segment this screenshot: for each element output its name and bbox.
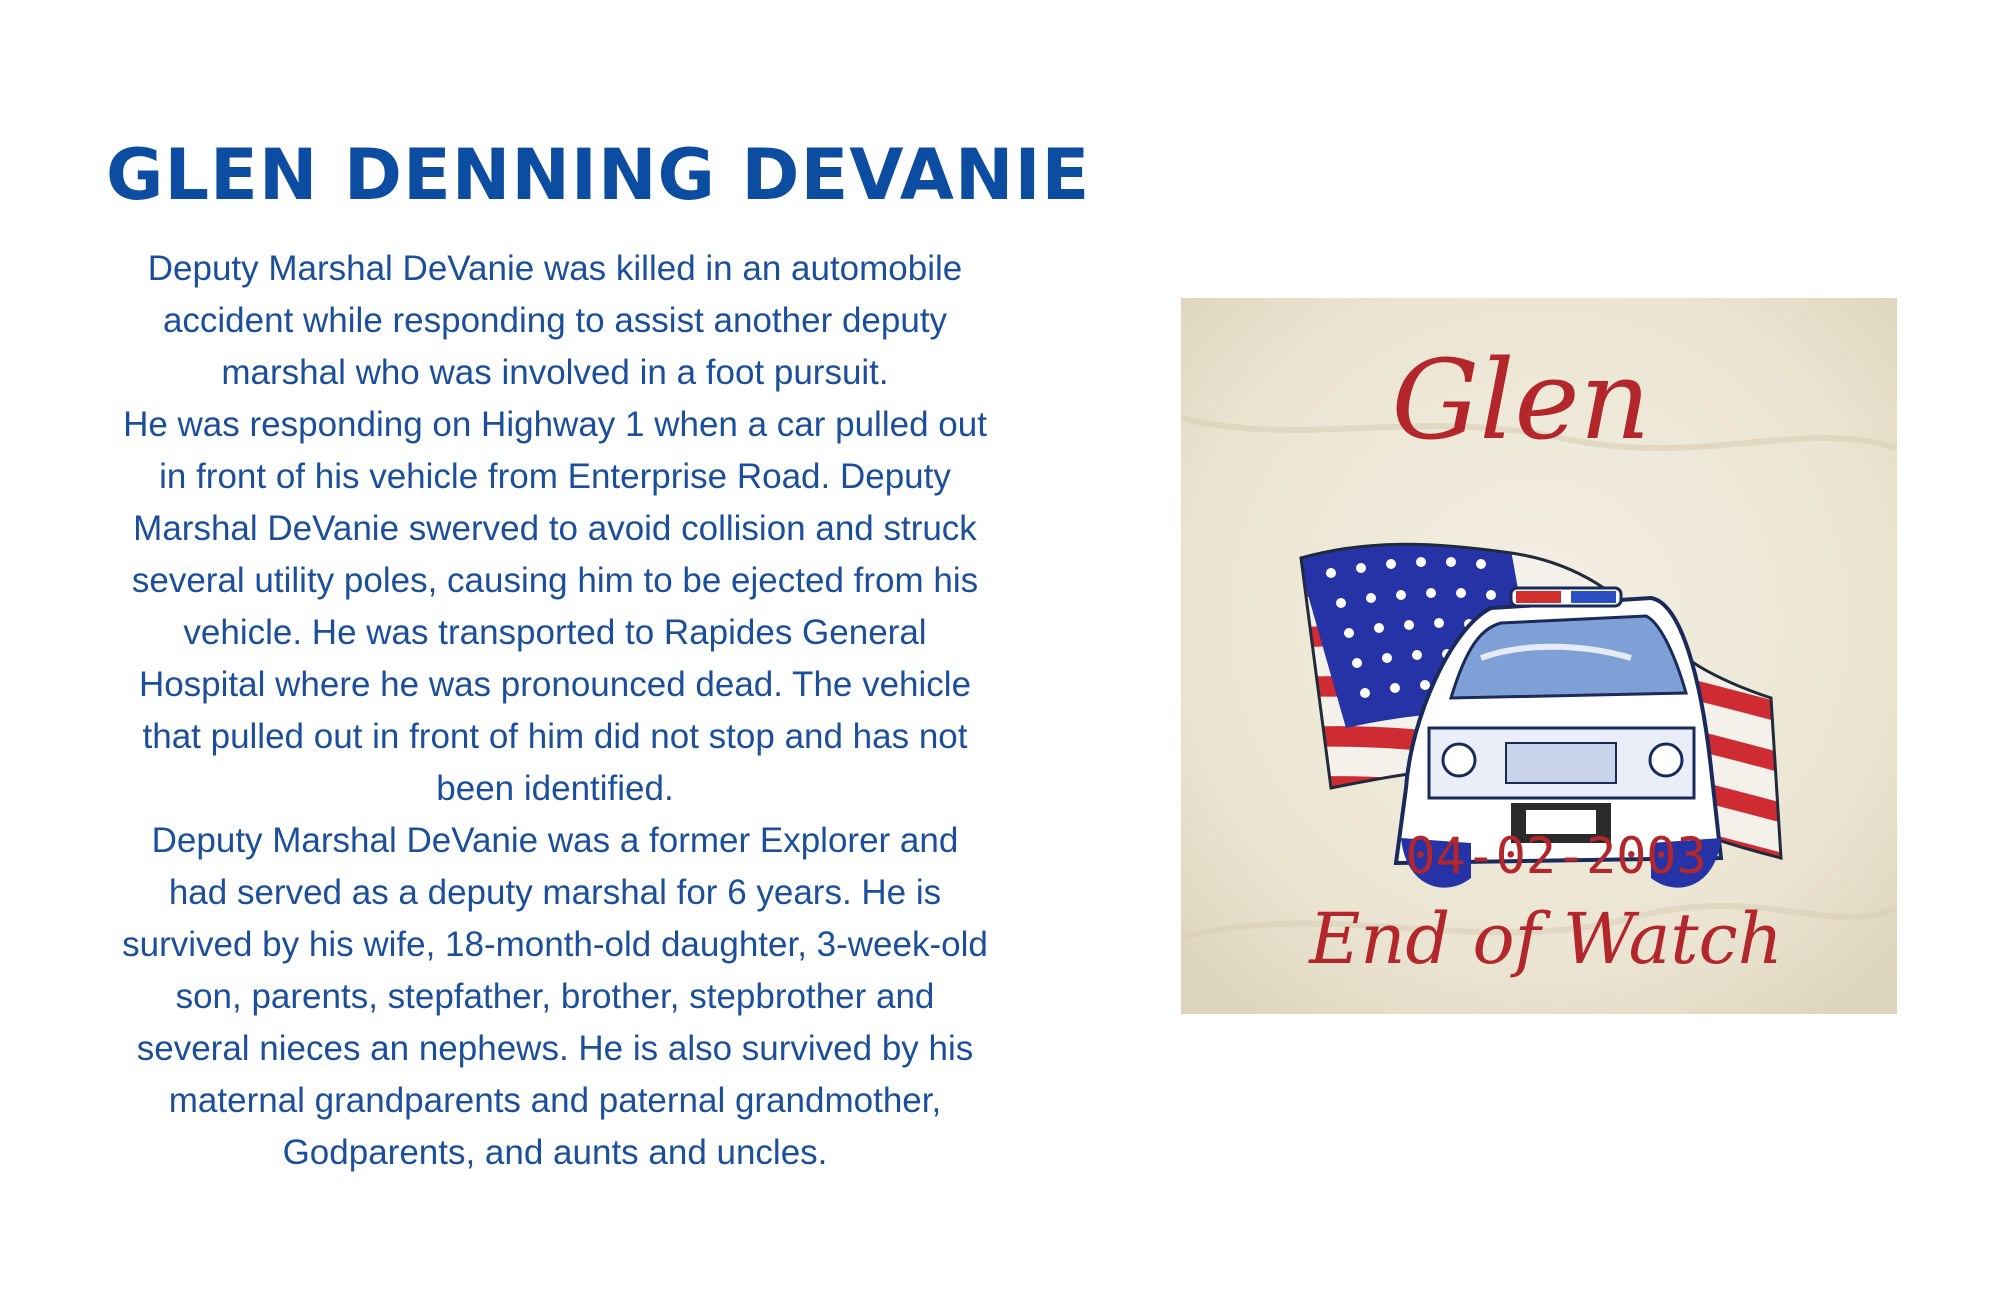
embroidered-name: Glen <box>1391 336 1651 464</box>
embroidered-date: 04-02-2003 <box>1405 827 1707 885</box>
memorial-photo <box>1181 298 1897 1014</box>
bio-paragraph: Deputy Marshal DeVanie was killed in an automobile accident while responding to assist another deputy marshal who was involved in a foot pursuit. <box>147 249 963 392</box>
embroidered-caption: End of Watch <box>1309 898 1783 980</box>
bio-paragraph: He was responding on Highway 1 when a car pulled out in front of his vehicle from Enterprise Road. Deputy Marshal DeVanie swerved to avoid collision and struck several utility poles, causing him to be ejected from his vehicle. He was transported to Rapides General Hospital where he was pronounced dead. The vehicle that pulled out in front of him did not stop and has not been identified. <box>123 405 987 808</box>
page-title: GLEN DENNING DEVANIE <box>106 134 1091 216</box>
embroidered-patch-image <box>1181 298 1897 1014</box>
biography-text <box>120 243 990 1179</box>
bio-paragraph: Deputy Marshal DeVanie was a former Explorer and had served as a deputy marshal for 6 years. He is survived by his wife, 18-month-old daughter, 3-week-old son, parents, stepfather, brother, stepbrother and several nieces an nephews. He is also survived by his maternal grandparents and paternal grandmother, Godparents, and aunts and uncles. <box>122 821 988 1172</box>
